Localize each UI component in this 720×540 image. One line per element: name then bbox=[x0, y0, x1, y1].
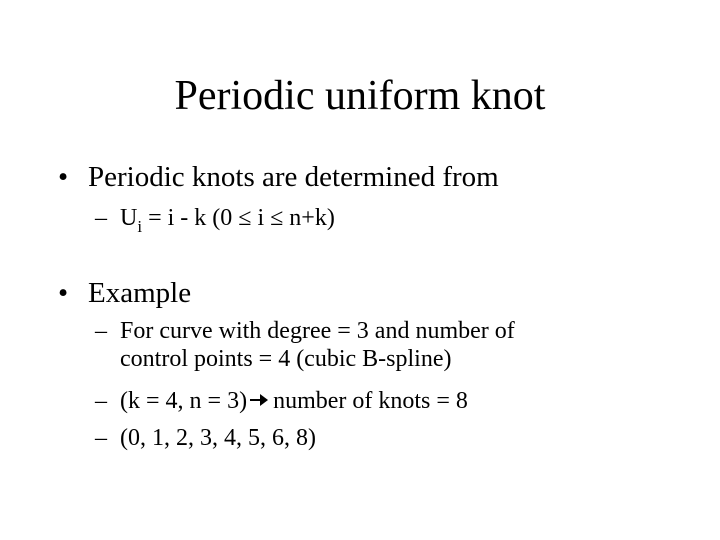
formula-var: U bbox=[120, 205, 138, 231]
subbullet-text-after: number of knots = 8 bbox=[273, 388, 468, 414]
bullet-periodic-knots bbox=[58, 160, 499, 194]
bullet-text: Periodic knots are determined from bbox=[88, 161, 499, 193]
bullet-text: Example bbox=[88, 277, 192, 309]
formula-subscript: i bbox=[137, 217, 143, 236]
subbullet-curve-description-cont: control points = 4 (cubic B-spline) bbox=[120, 346, 452, 372]
dash-marker: – bbox=[95, 425, 107, 451]
subbullet-text-before: (k = 4, n = 3) bbox=[120, 388, 248, 414]
slide-title: Periodic uniform knot bbox=[174, 73, 546, 119]
subbullet-formula bbox=[95, 204, 335, 234]
subbullet-curve-description bbox=[95, 317, 515, 345]
subbullet-knot-count bbox=[95, 387, 468, 416]
formula-rest: = i - k (0 ≤ i ≤ n+k) bbox=[142, 205, 335, 231]
bullet-marker: • bbox=[58, 161, 69, 193]
dash-marker: – bbox=[95, 388, 107, 414]
dash-marker: – bbox=[95, 318, 107, 344]
subbullet-text: (0, 1, 2, 3, 4, 5, 6, 8) bbox=[120, 425, 316, 451]
bullet-example bbox=[58, 276, 191, 310]
bullet-marker: • bbox=[58, 277, 69, 309]
subbullet-knot-vector bbox=[95, 424, 316, 452]
dash-marker: – bbox=[95, 205, 107, 231]
right-arrow-icon bbox=[249, 386, 269, 414]
subbullet-text: For curve with degree = 3 and number of bbox=[120, 318, 515, 344]
